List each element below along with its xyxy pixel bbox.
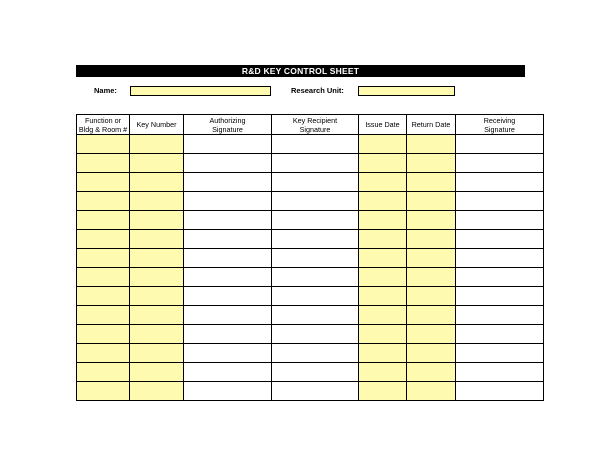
table-cell[interactable]: [130, 363, 184, 382]
table-cell[interactable]: [359, 192, 407, 211]
table-cell[interactable]: [407, 306, 456, 325]
table-cell[interactable]: [272, 230, 359, 249]
table-cell[interactable]: [359, 306, 407, 325]
table-cell[interactable]: [184, 230, 272, 249]
table-row: [77, 173, 544, 192]
name-label: Name:: [94, 86, 117, 95]
table-cell[interactable]: [359, 287, 407, 306]
table-cell[interactable]: [184, 173, 272, 192]
table-cell[interactable]: [407, 192, 456, 211]
table-cell[interactable]: [184, 268, 272, 287]
table-cell[interactable]: [77, 211, 130, 230]
table-row: [77, 344, 544, 363]
header-row: [77, 115, 544, 135]
table-cell[interactable]: [456, 230, 544, 249]
table-row: [77, 230, 544, 249]
table-cell[interactable]: [456, 192, 544, 211]
table-cell[interactable]: [272, 154, 359, 173]
table-cell[interactable]: [184, 306, 272, 325]
table-cell[interactable]: [77, 382, 130, 401]
table-cell[interactable]: [184, 192, 272, 211]
table-cell[interactable]: [77, 287, 130, 306]
table-cell[interactable]: [359, 325, 407, 344]
table-cell[interactable]: [456, 249, 544, 268]
table-cell[interactable]: [359, 230, 407, 249]
sheet-title: R&D KEY CONTROL SHEET: [76, 65, 525, 77]
table-cell[interactable]: [184, 211, 272, 230]
table-cell[interactable]: [359, 211, 407, 230]
table-cell[interactable]: [272, 325, 359, 344]
table-cell[interactable]: [407, 363, 456, 382]
table-row: [77, 135, 544, 154]
table-cell[interactable]: [77, 306, 130, 325]
table-body: [77, 135, 544, 401]
table-cell[interactable]: [407, 230, 456, 249]
table-row: [77, 363, 544, 382]
table-cell[interactable]: [456, 154, 544, 173]
research-unit-label: Research Unit:: [291, 86, 344, 95]
col-header-return-date: Return Date: [407, 115, 456, 135]
table-cell[interactable]: [130, 211, 184, 230]
table-row: [77, 249, 544, 268]
table-cell[interactable]: [184, 287, 272, 306]
table-cell[interactable]: [272, 173, 359, 192]
table-cell[interactable]: [130, 135, 184, 154]
table-cell[interactable]: [407, 268, 456, 287]
table-cell[interactable]: [456, 306, 544, 325]
table-row: [77, 268, 544, 287]
table-cell[interactable]: [130, 306, 184, 325]
table-cell[interactable]: [184, 382, 272, 401]
table-cell[interactable]: [456, 173, 544, 192]
table-cell[interactable]: [77, 344, 130, 363]
table-cell[interactable]: [130, 382, 184, 401]
table-cell[interactable]: [272, 268, 359, 287]
table-row: [77, 325, 544, 344]
table-cell[interactable]: [456, 344, 544, 363]
col-header-key-recipient-signature: Key Recipient Signature: [272, 115, 359, 135]
col-header-key-number: Key Number: [130, 115, 184, 135]
table-cell[interactable]: [184, 325, 272, 344]
table-cell[interactable]: [130, 325, 184, 344]
table-cell[interactable]: [456, 382, 544, 401]
table-cell[interactable]: [130, 344, 184, 363]
table-cell[interactable]: [359, 344, 407, 363]
table-cell[interactable]: [407, 154, 456, 173]
table-cell[interactable]: [77, 249, 130, 268]
table-cell[interactable]: [77, 135, 130, 154]
table-cell[interactable]: [272, 135, 359, 154]
table-row: [77, 382, 544, 401]
table-row: [77, 306, 544, 325]
table-cell[interactable]: [359, 363, 407, 382]
table-cell[interactable]: [456, 211, 544, 230]
table-cell[interactable]: [272, 382, 359, 401]
table-cell[interactable]: [184, 363, 272, 382]
table-cell[interactable]: [130, 192, 184, 211]
table-cell[interactable]: [456, 268, 544, 287]
table-cell[interactable]: [272, 306, 359, 325]
table-cell[interactable]: [272, 192, 359, 211]
table-cell[interactable]: [407, 135, 456, 154]
table-cell[interactable]: [77, 192, 130, 211]
table-cell[interactable]: [130, 154, 184, 173]
table-cell[interactable]: [272, 363, 359, 382]
table-cell[interactable]: [407, 344, 456, 363]
table-cell[interactable]: [359, 173, 407, 192]
research-unit-field[interactable]: [358, 86, 455, 96]
table-cell[interactable]: [272, 211, 359, 230]
table-cell[interactable]: [272, 249, 359, 268]
table-cell[interactable]: [407, 325, 456, 344]
table-cell[interactable]: [130, 268, 184, 287]
col-header-function-room: Function or Bldg & Room #: [77, 115, 130, 135]
table-cell[interactable]: [359, 268, 407, 287]
table-row: [77, 192, 544, 211]
table-cell[interactable]: [77, 325, 130, 344]
table-cell[interactable]: [359, 135, 407, 154]
table-cell[interactable]: [130, 173, 184, 192]
col-header-receiving-signature: Receiving Signature: [456, 115, 544, 135]
table-cell[interactable]: [184, 344, 272, 363]
table-cell[interactable]: [359, 382, 407, 401]
table-cell[interactable]: [456, 363, 544, 382]
table-cell[interactable]: [407, 211, 456, 230]
table-cell[interactable]: [272, 344, 359, 363]
table-cell[interactable]: [407, 249, 456, 268]
table-cell[interactable]: [456, 325, 544, 344]
table-cell[interactable]: [272, 287, 359, 306]
col-header-issue-date: Issue Date: [359, 115, 407, 135]
table-cell[interactable]: [77, 363, 130, 382]
table-cell[interactable]: [130, 230, 184, 249]
table-cell[interactable]: [407, 382, 456, 401]
table-cell[interactable]: [77, 230, 130, 249]
table-row: [77, 211, 544, 230]
table-cell[interactable]: [77, 154, 130, 173]
table-cell[interactable]: [130, 287, 184, 306]
name-field[interactable]: [130, 86, 271, 96]
table-row: [77, 154, 544, 173]
key-control-table: [76, 114, 544, 401]
table-cell[interactable]: [407, 173, 456, 192]
table-cell[interactable]: [407, 287, 456, 306]
table-cell[interactable]: [456, 135, 544, 154]
table-cell[interactable]: [77, 268, 130, 287]
table-cell[interactable]: [456, 287, 544, 306]
table-row: [77, 287, 544, 306]
table-cell[interactable]: [130, 249, 184, 268]
table-cell[interactable]: [77, 173, 130, 192]
table-cell[interactable]: [359, 249, 407, 268]
table-cell[interactable]: [184, 135, 272, 154]
table-cell[interactable]: [359, 154, 407, 173]
table-cell[interactable]: [184, 249, 272, 268]
col-header-authorizing-signature: Authorizing Signature: [184, 115, 272, 135]
table-cell[interactable]: [184, 154, 272, 173]
